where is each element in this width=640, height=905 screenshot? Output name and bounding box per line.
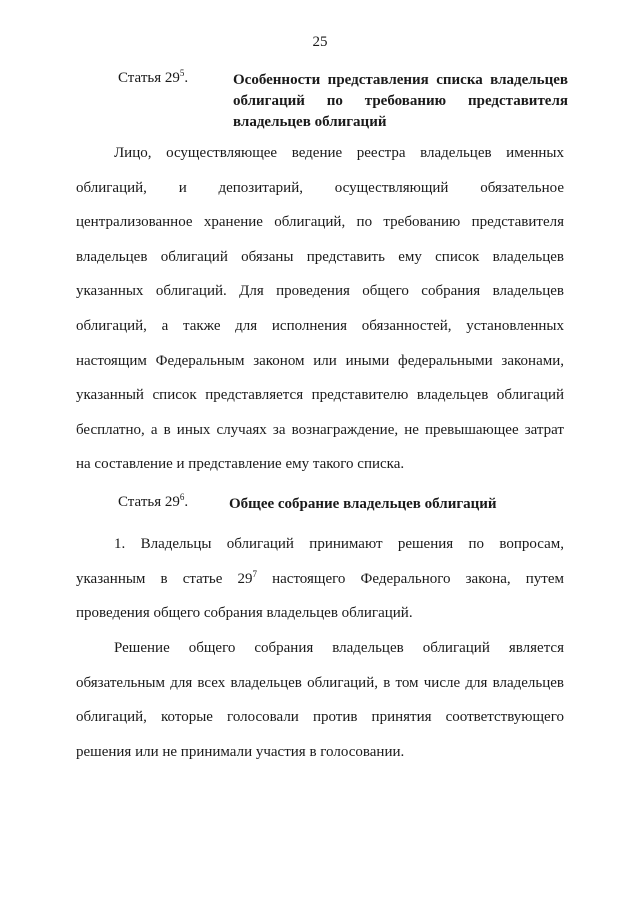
paragraph-line: решения или не принимали участия в голосовании. <box>76 743 405 760</box>
article-number-superscript: 5 <box>179 68 185 78</box>
paragraph-text: настоящего Федерального закона, путем <box>257 570 564 587</box>
paragraph-line: централизованное хранение облигаций, по требованию представителя <box>76 214 564 231</box>
page-number: 25 <box>312 34 328 50</box>
paragraph-line: Лицо, осуществляющее ведение реестра владельцев именных <box>114 145 564 161</box>
article-29-5-heading <box>118 70 568 140</box>
article-label-suffix: . <box>184 494 189 510</box>
article-29-6-title: Общее собрание владельцев облигаций <box>229 496 497 512</box>
article-title-line: Особенности представления списка владельцев <box>233 72 568 88</box>
paragraph-line: указанных облигаций. Для проведения общего собрания владельцев <box>76 283 564 300</box>
paragraph-line: на составление и представление ему такого списка. <box>76 456 405 473</box>
paragraph-line: облигаций, которые голосовали против принятия соответствующего <box>76 709 564 726</box>
article-29-5-title <box>233 70 568 133</box>
article-29-6-paragraph-1 <box>76 527 564 631</box>
article-29-6-paragraph-2 <box>76 631 564 769</box>
article-label-text: Статья 29 <box>118 70 180 86</box>
paragraph-line: бесплатно, а в иных случаях за вознаграждение, не превышающее затрат <box>76 421 564 438</box>
article-reference-superscript: 7 <box>252 568 258 579</box>
paragraph-line: 1. Владельцы облигаций принимают решения по вопросам, <box>114 536 564 552</box>
paragraph-line <box>76 562 564 597</box>
paragraph-line: настоящим Федеральным законом или иными федеральными законами, <box>76 352 564 369</box>
paragraph-text: указанным в статье 29 <box>76 570 253 587</box>
article-29-5-paragraph <box>76 136 564 482</box>
article-29-6-heading <box>118 494 568 516</box>
paragraph-line: указанный список представляется представителю владельцев облигаций <box>76 387 564 404</box>
paragraph-line: владельцев облигаций обязаны представить ему список владельцев <box>76 248 564 265</box>
article-number-superscript: 6 <box>179 492 185 502</box>
article-title-line: облигаций по требованию представителя <box>233 93 568 109</box>
paragraph-line: облигаций, а также для исполнения обязанностей, установленных <box>76 317 564 334</box>
article-29-6-label <box>118 494 188 511</box>
paragraph-line: облигаций, и депозитарий, осуществляющий обязательное <box>76 179 564 196</box>
paragraph-line: Решение общего собрания владельцев облигаций является <box>114 640 564 656</box>
paragraph-line: проведения общего собрания владельцев облигаций. <box>76 605 413 622</box>
paragraph-line: обязательным для всех владельцев облигаций, в том числе для владельцев <box>76 674 564 691</box>
article-label-suffix: . <box>184 70 189 86</box>
article-29-5-label <box>118 70 188 87</box>
article-label-text: Статья 29 <box>118 494 180 510</box>
article-title-line: владельцев облигаций <box>233 114 387 130</box>
